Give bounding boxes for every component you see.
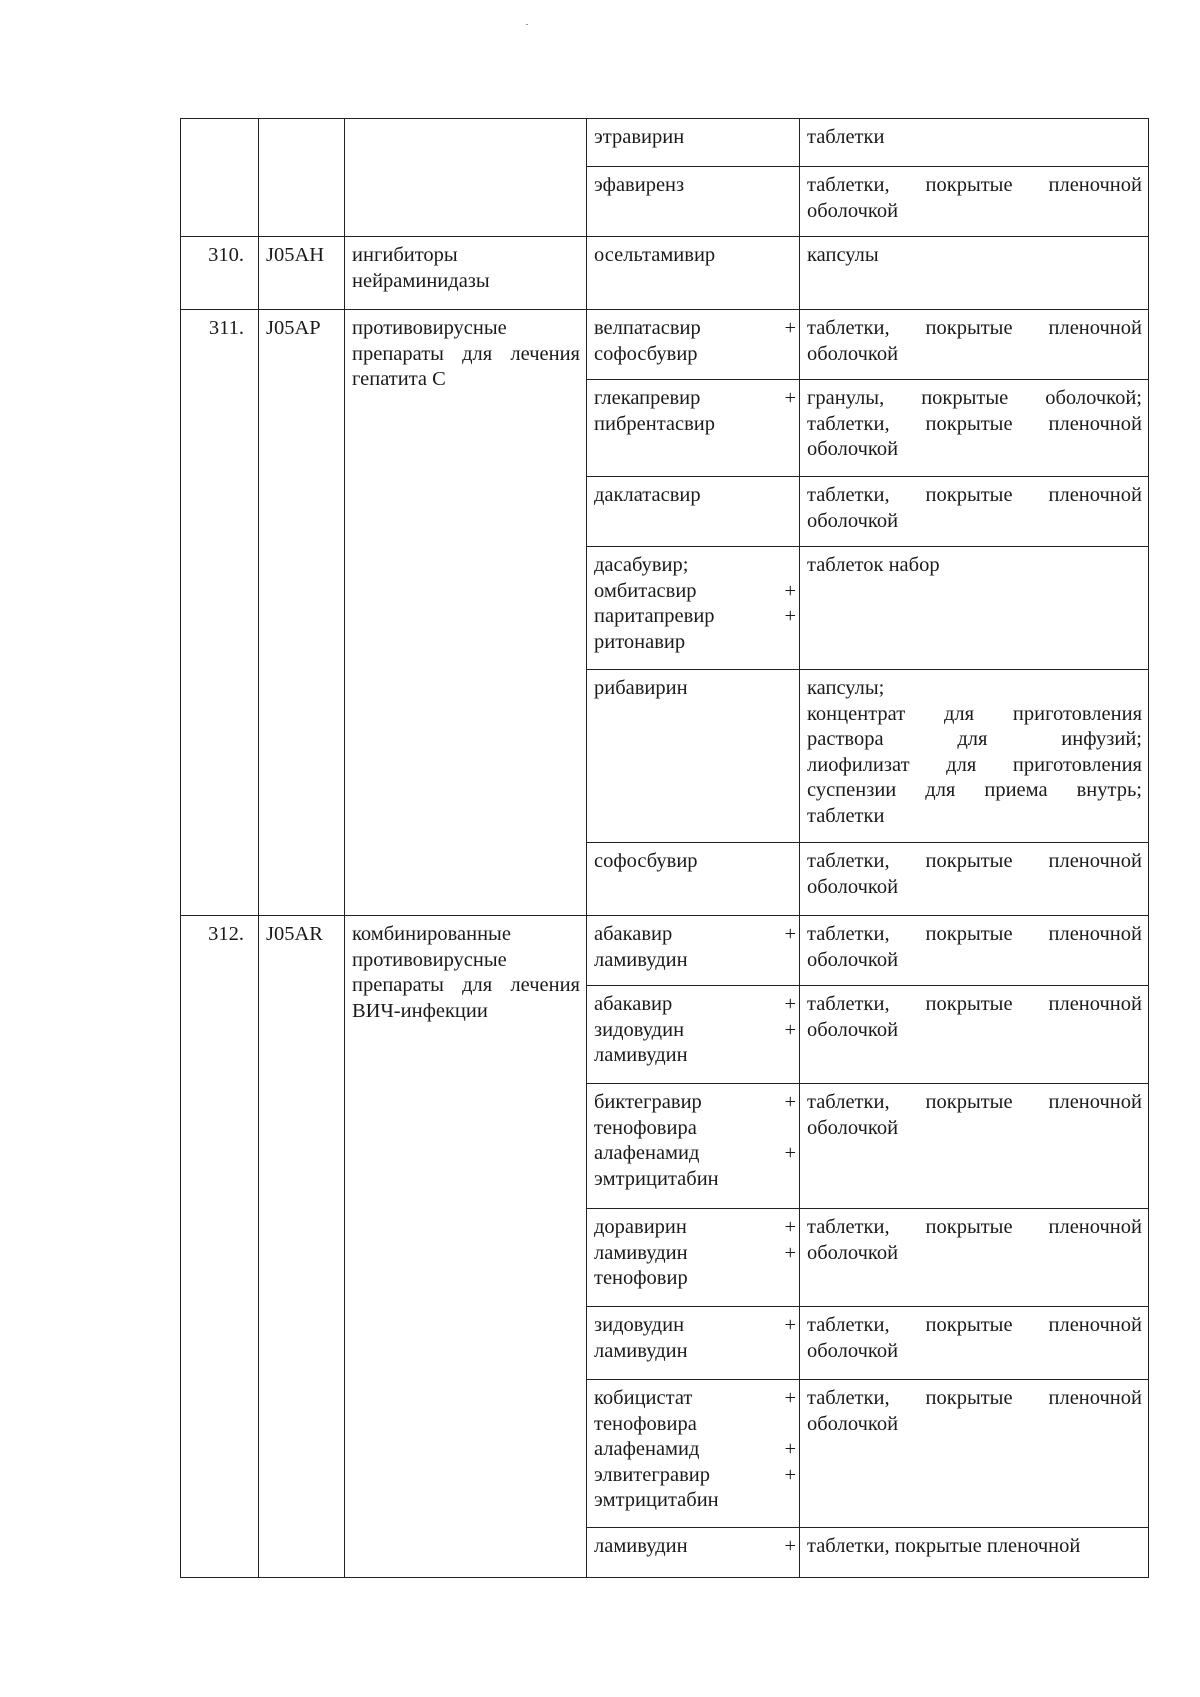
drug-line: [594, 1488, 793, 1514]
drug-line: [594, 922, 796, 948]
drug-line: [594, 386, 796, 412]
drug-line: [594, 1412, 793, 1438]
plus-sign: +: [784, 605, 796, 627]
form-line: оболочкой: [807, 948, 899, 971]
form-line: оболочкой: [807, 1116, 899, 1139]
form-line: оболочкой: [807, 875, 899, 898]
plus-sign: +: [784, 387, 796, 409]
drug-name: [587, 167, 800, 237]
drug-name: [587, 119, 800, 167]
drug-line: [594, 1215, 796, 1241]
drug-text: паритапревир: [594, 605, 715, 627]
drug-text: абакавир: [594, 923, 673, 945]
form-line: таблетки, покрытые пленочной: [807, 412, 1142, 435]
dosage-form: [800, 1209, 1149, 1307]
drug-text: абакавир: [594, 993, 673, 1015]
drug-text: ламивудин: [594, 1044, 688, 1066]
drug-line: [594, 483, 793, 509]
table-row: [181, 310, 1149, 380]
drug-line: [594, 125, 793, 151]
group-line: препараты для лечения: [352, 342, 580, 365]
plus-sign: +: [784, 579, 796, 602]
drug-line: [594, 1018, 796, 1044]
form-line: таблетки, покрытые пленочной: [807, 174, 1142, 196]
plus-sign: +: [784, 1314, 796, 1336]
form-line: оболочкой: [807, 1339, 899, 1362]
form-line: таблетки, покрытые пленочной: [807, 1535, 1081, 1557]
dosage-form: [800, 1307, 1149, 1380]
form-line: капсулы: [807, 244, 879, 266]
item-number: [181, 119, 259, 237]
dosage-form: [800, 1380, 1149, 1528]
drug-text: тенофовир: [594, 1267, 688, 1289]
dosage-form: [800, 167, 1149, 237]
group-line: ингибиторы: [352, 244, 458, 266]
dosage-form: [800, 310, 1149, 380]
form-line: таблетки: [807, 126, 885, 148]
form-line: оболочкой: [807, 199, 899, 222]
drug-line: [594, 316, 796, 342]
drug-line: [594, 1339, 793, 1365]
drug-line: [594, 243, 793, 269]
atc-group-name: [345, 237, 587, 310]
drug-text: ламивудин: [594, 1339, 688, 1362]
drug-text: тенофовира: [594, 1412, 697, 1435]
drug-line: [594, 579, 796, 605]
drug-name: [587, 310, 800, 380]
drug-line: [594, 1141, 796, 1167]
atc-code: J05AR: [259, 916, 345, 1578]
form-line: таблетки, покрытые пленочной: [807, 484, 1142, 506]
drug-text: софосбувир: [594, 342, 698, 365]
atc-code: J05AH: [259, 237, 345, 310]
drug-text: софосбувир: [594, 850, 698, 872]
drug-text: элвитегравир: [594, 1463, 711, 1486]
atc-code: [259, 119, 345, 237]
drug-text: эмтрицитабин: [594, 1167, 719, 1190]
form-line: оболочкой: [807, 342, 899, 365]
form-line: лиофилизат для приготовления: [807, 753, 1142, 776]
drug-line: [594, 1313, 796, 1339]
drug-text: осельтамивир: [594, 244, 716, 266]
drug-name: [587, 1380, 800, 1528]
form-line: гранулы, покрытые оболочкой;: [807, 387, 1142, 409]
drug-text: зидовудин: [594, 1314, 685, 1336]
drug-line: [594, 676, 793, 702]
plus-sign: +: [784, 993, 796, 1015]
dosage-form: [800, 1528, 1149, 1578]
drug-line: [594, 1534, 796, 1560]
dosage-form: [800, 986, 1149, 1084]
form-line: таблетки, покрытые пленочной: [807, 1387, 1142, 1409]
atc-code: J05AP: [259, 310, 345, 916]
group-line: противовирусные: [352, 317, 507, 339]
drug-text: ламивудин: [594, 1535, 688, 1557]
drug-name: [587, 1528, 800, 1578]
table-row: [181, 916, 1149, 986]
drug-text: даклатасвир: [594, 484, 701, 506]
drug-name: [587, 237, 800, 310]
drug-text: ритонавир: [594, 630, 686, 653]
dosage-form: [800, 1084, 1149, 1209]
group-line: ВИЧ-инфекции: [352, 999, 488, 1022]
form-line: таблетки, покрытые пленочной: [807, 993, 1142, 1015]
drug-line: [594, 173, 793, 199]
plus-sign: +: [784, 1216, 796, 1238]
form-line: таблетки, покрытые пленочной: [807, 850, 1142, 872]
drug-name: [587, 1209, 800, 1307]
plus-sign: +: [784, 1241, 796, 1264]
dosage-form: [800, 237, 1149, 310]
form-line: таблеток набор: [807, 554, 940, 576]
form-line: таблетки, покрытые пленочной: [807, 923, 1142, 945]
scan-speck: [526, 24, 528, 25]
drug-text: велпатасвир: [594, 317, 701, 339]
form-line: оболочкой: [807, 1018, 899, 1041]
drug-line: [594, 1116, 793, 1142]
form-line: таблетки, покрытые пленочной: [807, 1314, 1142, 1336]
drug-text: эфавиренз: [594, 174, 685, 196]
drug-text: алафенамид: [594, 1142, 700, 1164]
table-row: [181, 237, 1149, 310]
item-number: 311.: [181, 310, 259, 916]
group-line: комбинированные: [352, 923, 511, 945]
drug-line: [594, 1167, 793, 1193]
dosage-form: [800, 843, 1149, 916]
plus-sign: +: [784, 1091, 796, 1113]
drug-line: [594, 1266, 793, 1292]
drug-line: [594, 553, 793, 579]
drug-name: [587, 1084, 800, 1209]
plus-sign: +: [784, 1463, 796, 1486]
drug-text: доравирин: [594, 1216, 687, 1238]
drug-text: пибрентасвир: [594, 412, 715, 435]
drug-text: алафенамид: [594, 1438, 700, 1460]
drug-text: эмтрицитабин: [594, 1489, 719, 1511]
drug-name: [587, 670, 800, 843]
atc-group-name: [345, 119, 587, 237]
drug-line: [594, 1437, 796, 1463]
plus-sign: +: [784, 923, 796, 945]
form-line: оболочкой: [807, 1241, 899, 1264]
dosage-form: [800, 670, 1149, 843]
drug-text: биктегравир: [594, 1091, 702, 1113]
drug-line: [594, 630, 793, 656]
form-line: оболочкой: [807, 438, 899, 460]
plus-sign: +: [784, 317, 796, 339]
drug-line: [594, 1043, 793, 1069]
drug-line: [594, 849, 793, 875]
drug-text: рибавирин: [594, 677, 688, 699]
drug-text: омбитасвир: [594, 579, 697, 602]
drug-text: ламивудин: [594, 948, 688, 971]
drug-text: глекапревир: [594, 387, 701, 409]
drug-text: зидовудин: [594, 1018, 685, 1041]
form-line: таблетки, покрытые пленочной: [807, 1216, 1142, 1238]
drug-line: [594, 1090, 796, 1116]
group-line: нейраминидазы: [352, 269, 490, 292]
dosage-form: [800, 119, 1149, 167]
group-line: противовирусные: [352, 948, 507, 971]
dosage-form: [800, 477, 1149, 547]
drug-text: тенофовира: [594, 1116, 697, 1139]
form-line: капсулы;: [807, 677, 885, 699]
drug-line: [594, 948, 793, 974]
atc-group-name: [345, 310, 587, 916]
drug-line: [594, 342, 793, 368]
form-line: раствора для инфузий;: [807, 728, 1142, 750]
drug-line: [594, 1386, 796, 1412]
drug-name: [587, 477, 800, 547]
form-line: оболочкой: [807, 1412, 899, 1435]
drug-line: [594, 1241, 796, 1267]
form-line: оболочкой: [807, 509, 899, 532]
group-line: препараты для лечения: [352, 974, 580, 996]
atc-group-name: [345, 916, 587, 1578]
drug-line: [594, 992, 796, 1018]
form-line: таблетки, покрытые пленочной: [807, 1091, 1142, 1113]
group-line: гепатита С: [352, 368, 446, 390]
form-line: концентрат для приготовления: [807, 702, 1142, 725]
drug-line: [594, 1463, 796, 1489]
plus-sign: +: [784, 1018, 796, 1041]
plus-sign: +: [784, 1438, 796, 1460]
drug-name: [587, 986, 800, 1084]
plus-sign: +: [784, 1142, 796, 1164]
item-number: 312.: [181, 916, 259, 1578]
form-line: таблетки, покрытые пленочной: [807, 317, 1142, 339]
dosage-form: [800, 380, 1149, 477]
drug-text: кобицистат: [594, 1387, 693, 1409]
plus-sign: +: [784, 1535, 796, 1557]
drug-line: [594, 412, 793, 438]
table-row: [181, 119, 1149, 167]
drug-list-table: [180, 118, 1149, 1578]
dosage-form: [800, 916, 1149, 986]
drug-name: [587, 380, 800, 477]
form-line: таблетки: [807, 804, 885, 827]
dosage-form: [800, 547, 1149, 670]
drug-name: [587, 547, 800, 670]
drug-text: ламивудин: [594, 1241, 688, 1264]
drug-name: [587, 843, 800, 916]
drug-text: дасабувир;: [594, 554, 689, 576]
drug-line: [594, 604, 796, 630]
form-line: суспензии для приема внутрь;: [807, 779, 1142, 801]
drug-name: [587, 916, 800, 986]
plus-sign: +: [784, 1387, 796, 1409]
drug-table-body: [181, 119, 1149, 1578]
drug-text: этравирин: [594, 126, 685, 148]
drug-name: [587, 1307, 800, 1380]
item-number: 310.: [181, 237, 259, 310]
